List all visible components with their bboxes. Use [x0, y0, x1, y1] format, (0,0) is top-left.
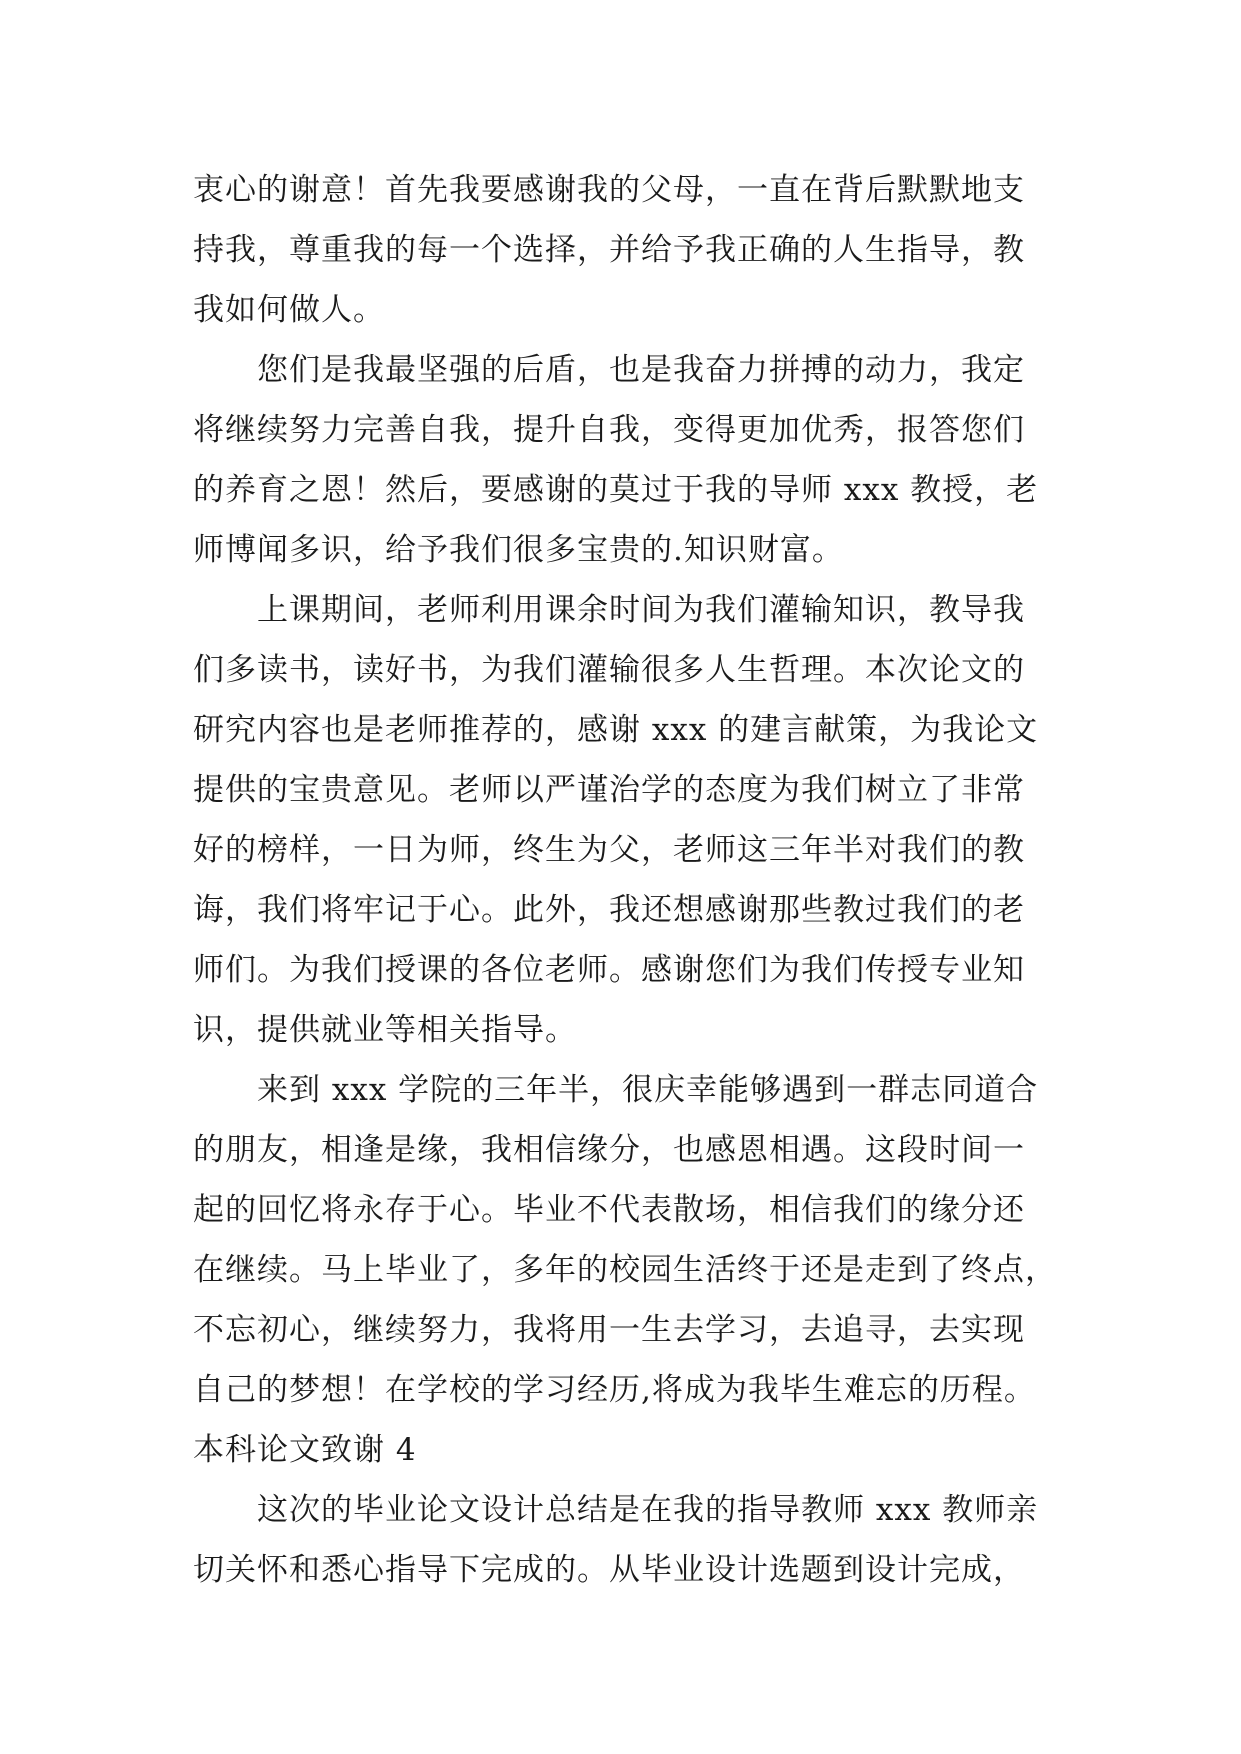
- text-line: 在继续。马上毕业了，多年的校园生活终于还是走到了终点，: [193, 1252, 1057, 1288]
- text-line: 将继续努力完善自我，提升自我，变得更加优秀，报答您们: [193, 412, 1025, 448]
- text-line: 提供的宝贵意见。老师以严谨治学的态度为我们树立了非常: [193, 772, 1025, 808]
- text-line: 我如何做人。: [193, 292, 385, 328]
- text-line: 识，提供就业等相关指导。: [193, 1012, 577, 1048]
- text-line: 衷心的谢意！首先我要感谢我的父母，一直在背后默默地支: [193, 172, 1025, 208]
- text-line: 的养育之恩！然后，要感谢的莫过于我的导师 xxx 教授，老: [193, 472, 1039, 508]
- text-line: 的朋友，相逢是缘，我相信缘分，也感恩相遇。这段时间一: [193, 1132, 1025, 1168]
- text-line: 好的榜样，一日为师，终生为父，老师这三年半对我们的教: [193, 832, 1025, 868]
- text-line: 师们。为我们授课的各位老师。感谢您们为我们传授专业知: [193, 952, 1025, 988]
- section-heading: 本科论文致谢 4: [193, 1432, 417, 1468]
- text-line: 师博闻多识，给予我们很多宝贵的.知识财富。: [193, 532, 844, 568]
- text-line: 切关怀和悉心指导下完成的。从毕业设计选题到设计完成，: [193, 1552, 1025, 1588]
- text-line: 研究内容也是老师推荐的，感谢 xxx 的建言献策，为我论文: [193, 712, 1039, 748]
- paragraph-first-line: 您们是我最坚强的后盾，也是我奋力拼搏的动力，我定: [257, 352, 1025, 388]
- text-line: 不忘初心，继续努力，我将用一生去学习，去追寻，去实现: [193, 1312, 1025, 1348]
- text-line: 自己的梦想！在学校的学习经历,将成为我毕生难忘的历程。: [193, 1372, 1036, 1408]
- paragraph-first-line: 这次的毕业论文设计总结是在我的指导教师 xxx 教师亲: [257, 1492, 1039, 1528]
- paragraph-first-line: 来到 xxx 学院的三年半，很庆幸能够遇到一群志同道合: [257, 1072, 1039, 1108]
- paragraph-first-line: 上课期间，老师利用课余时间为我们灌输知识，教导我: [257, 592, 1025, 628]
- body-text: [193, 160, 1057, 1600]
- text-line: 起的回忆将永存于心。毕业不代表散场，相信我们的缘分还: [193, 1192, 1025, 1228]
- text-line: 诲，我们将牢记于心。此外，我还想感谢那些教过我们的老: [193, 892, 1025, 928]
- text-line: 持我，尊重我的每一个选择，并给予我正确的人生指导，教: [193, 232, 1025, 268]
- text-line: 们多读书，读好书，为我们灌输很多人生哲理。本次论文的: [193, 652, 1025, 688]
